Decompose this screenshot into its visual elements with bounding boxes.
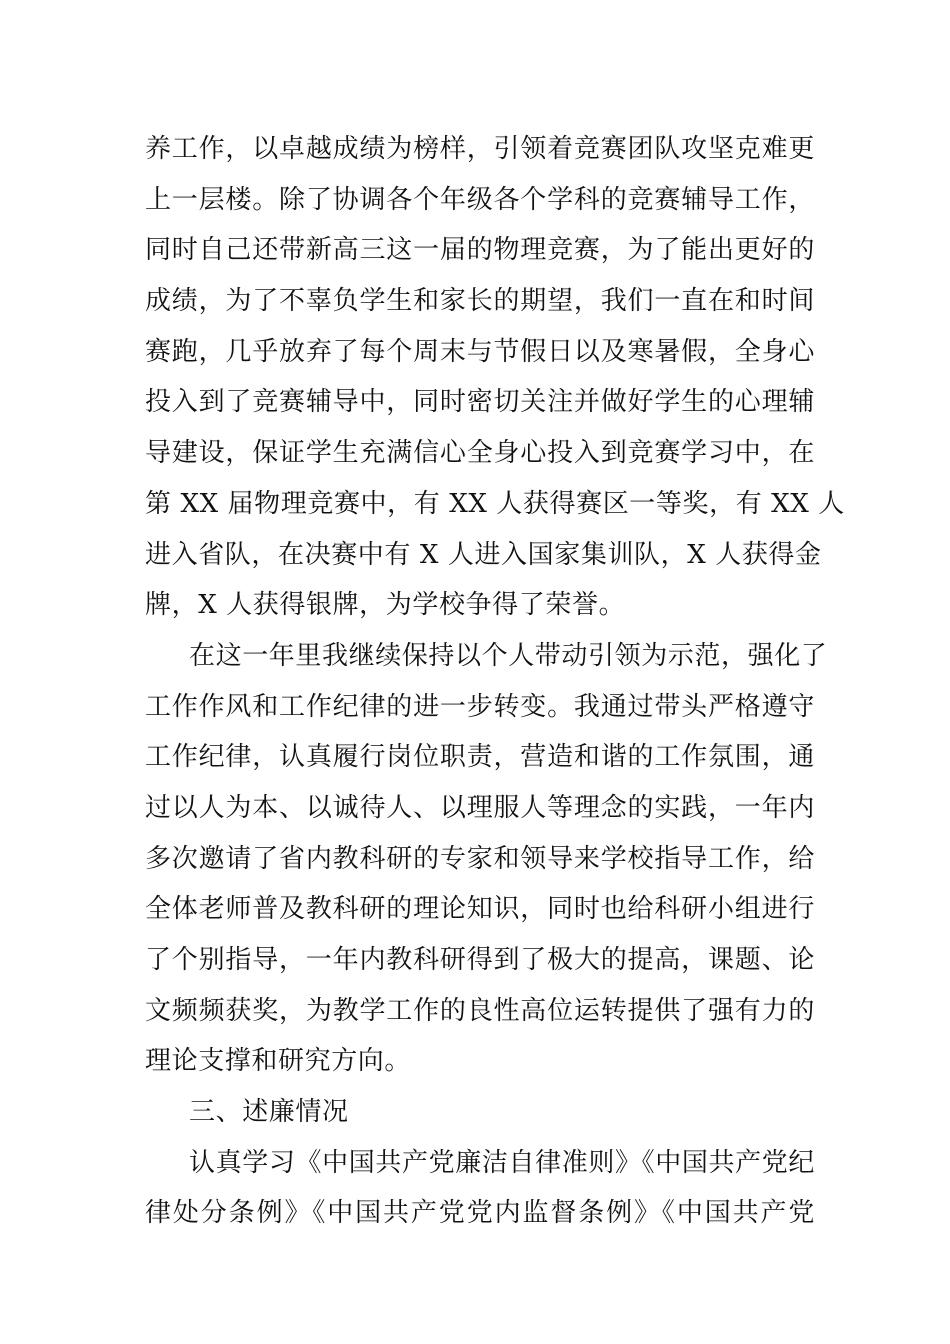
body-text	[145, 124, 845, 1239]
text-line: 过以人为本、以诚待人、以理服人等理念的实践，一年内	[145, 792, 815, 823]
text-line: 文频频获奖，为教学工作的良性高位运转提供了强有力的	[145, 995, 815, 1026]
text-line: 导建设，保证学生充满信心全身心投入到竞赛学习中，在	[145, 438, 815, 469]
text-line: 赛跑，几乎放弃了每个周末与节假日以及寒暑假，全身心	[145, 336, 815, 367]
text-line: 工作作风和工作纪律的进一步转变。我通过带头严格遵守	[145, 691, 815, 722]
text-line: 进入省队，在决赛中有 X 人进入国家集训队，X 人获得金	[145, 539, 822, 570]
paragraph-start-line: 认真学习《中国共产党廉洁自律准则》《中国共产党纪	[189, 1147, 815, 1178]
section-heading: 三、述廉情况	[189, 1097, 349, 1128]
text-line: 同时自己还带新高三这一届的物理竞赛，为了能出更好的	[145, 235, 815, 266]
text-line: 养工作，以卓越成绩为榜样，引领着竞赛团队攻坚克难更	[145, 134, 815, 164]
text-line: 多次邀请了省内教科研的专家和领导来学校指导工作，给	[145, 843, 815, 874]
text-line: 第 XX 届物理竞赛中，有 XX 人获得赛区一等奖，有 XX 人	[145, 488, 845, 519]
text-line: 了个别指导，一年内教科研得到了极大的提高，课题、论	[145, 945, 815, 975]
paragraph-end-line: 牌，X 人获得银牌，为学校争得了荣誉。	[145, 590, 626, 621]
paragraph-end-line: 理论支撑和研究方向。	[145, 1046, 412, 1077]
paragraph-start-line: 在这一年里我继续保持以个人带动引领为示范，强化了	[189, 640, 828, 671]
text-line: 上一层楼。除了协调各个年级各个学科的竞赛辅导工作，	[145, 184, 815, 215]
text-line: 成绩，为了不辜负学生和家长的期望，我们一直在和时间	[145, 286, 815, 317]
text-line: 全体老师普及教科研的理论知识，同时也给科研小组进行	[145, 894, 815, 925]
text-line: 投入到了竞赛辅导中，同时密切关注并做好学生的心理辅	[145, 387, 815, 418]
text-line: 工作纪律，认真履行岗位职责，营造和谐的工作氛围，通	[145, 742, 815, 773]
text-line: 律处分条例》《中国共产党党内监督条例》《中国共产党	[145, 1198, 815, 1229]
